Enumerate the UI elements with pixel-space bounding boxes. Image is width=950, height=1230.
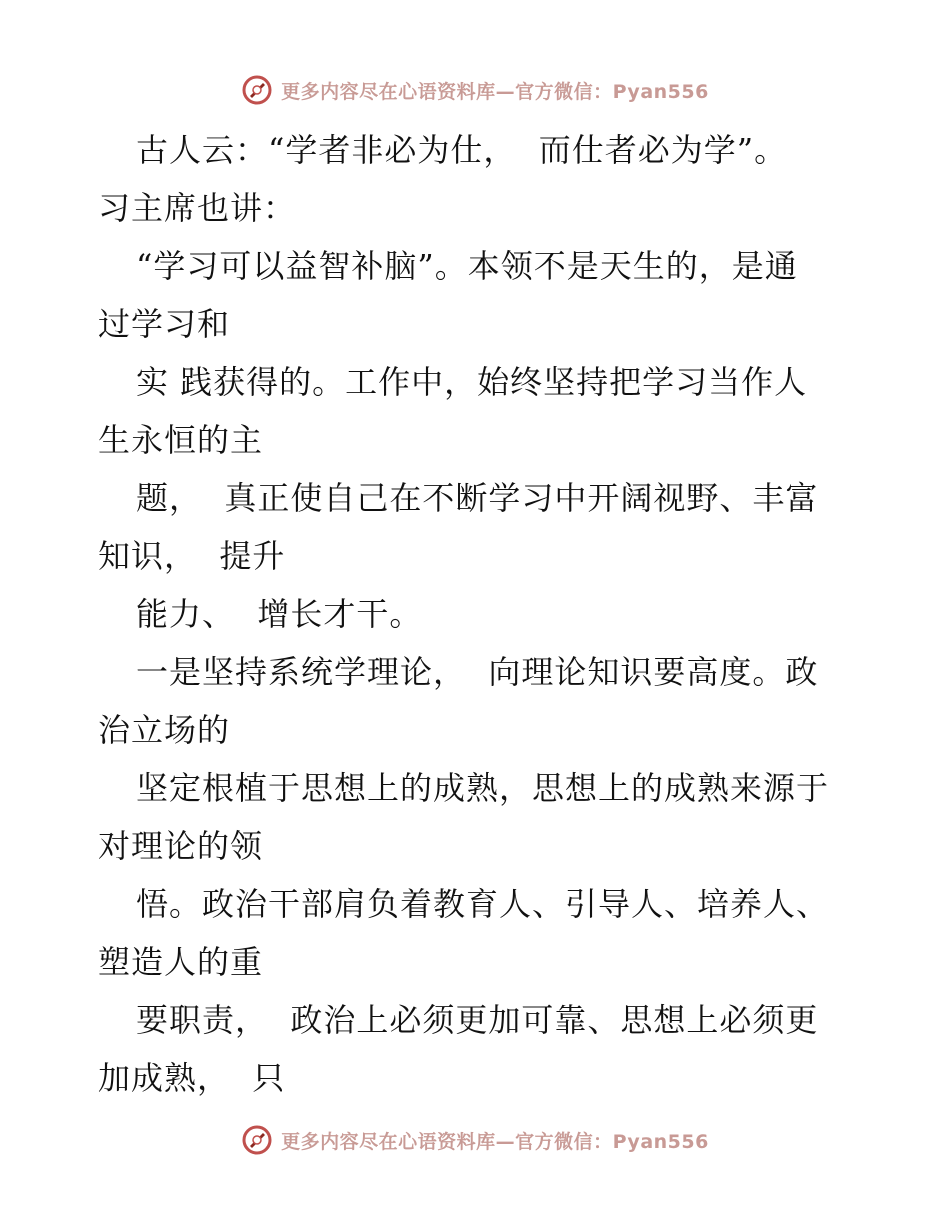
footer-banner-text: 更多内容尽在心语资料库—官方微信：Pyan556 — [281, 1130, 709, 1153]
document-body — [98, 121, 858, 1107]
text-line: 治立场的 — [98, 711, 231, 749]
text-line: 实 践获得的。工作中，始终坚持把学习当作人 — [136, 363, 808, 401]
text-line: 题， 真正使自己在不断学习中开阔视野、丰富 — [136, 479, 819, 517]
header-banner — [0, 70, 950, 110]
header-banner-text: 更多内容尽在心语资料库—官方微信：Pyan556 — [281, 80, 709, 103]
text-line: 古人云：“学者非必为仕， 而仕者必为学”。 — [136, 131, 788, 169]
text-line: 塑造人的重 — [98, 943, 264, 981]
text-line: “学习可以益智补脑”。本领不是天生的，是通 — [136, 247, 798, 285]
text-line: 生永恒的主 — [98, 421, 264, 459]
text-line: 过学习和 — [98, 305, 231, 343]
brand-logo-icon — [241, 74, 273, 106]
brand-logo-icon — [241, 1124, 273, 1156]
text-line: 对理论的领 — [98, 827, 264, 865]
text-line: 加成熟， 只 — [98, 1059, 286, 1097]
text-line: 知识， 提升 — [98, 537, 286, 575]
text-line: 一是坚持系统学理论， 向理论知识要高度。政 — [136, 653, 819, 691]
text-line: 习主席也讲： — [98, 189, 297, 227]
text-line: 悟。政治干部肩负着教育人、引导人、培养人、 — [136, 885, 830, 923]
text-line: 能力、 增长才干。 — [136, 595, 423, 633]
text-line: 要职责， 政治上必须更加可靠、思想上必须更 — [136, 1001, 819, 1039]
footer-banner — [0, 1120, 950, 1160]
text-line: 坚定根植于思想上的成熟，思想上的成熟来源于 — [136, 769, 830, 807]
